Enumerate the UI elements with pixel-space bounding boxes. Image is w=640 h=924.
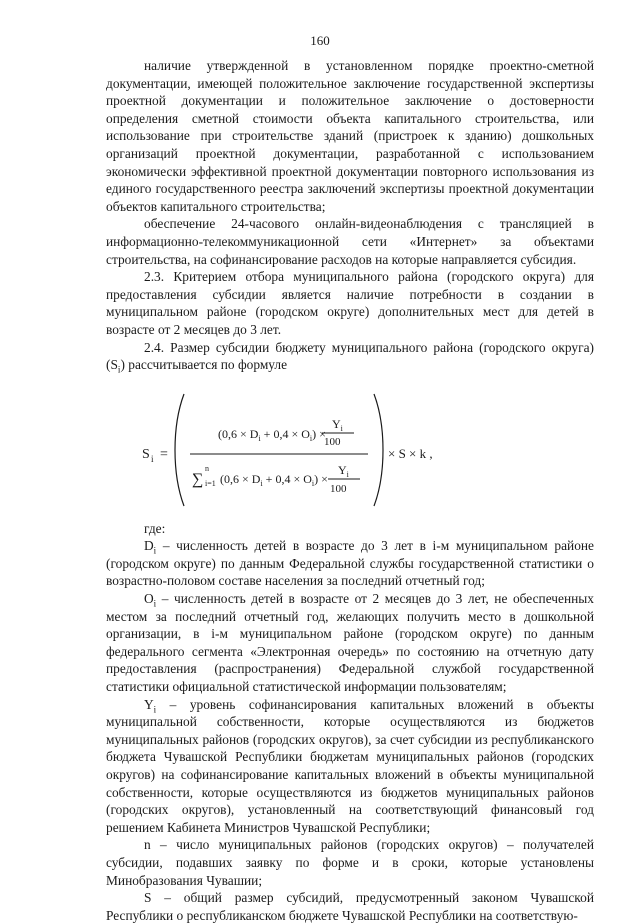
formula-denominator: $(0,6 \times D_i + 0,4 \times O_i)$ × xyxy=(220,471,328,488)
formula-left-paren xyxy=(175,394,184,506)
paragraph-video-surveillance: обеспечение 24-часового онлайн-видеонаблюдения с трансляцией в информационно-телекоммуникационной сети «Интернет» за объектами строительства, на софинансирование расходов на которые направляется субсидия. xyxy=(106,216,594,267)
paragraph-selection-criterion: 2.3. Критерием отбора муниципального района (городского округа) для предоставления субсидии является наличие потребности в создании в муниципальном районе (городском округе) дополнительных мест для детей в возрасте от 2 месяцев до 3 лет. xyxy=(106,269,594,337)
formula-sum-sign: ∑ xyxy=(192,470,204,488)
page-number: 160 xyxy=(310,33,330,48)
definition-s: S – общий размер субсидий, предусмотренный законом Чувашской Республики о республиканском бюджете Чувашской Республики на соответствую- xyxy=(106,890,594,923)
formula-tail: × S × k , xyxy=(388,445,433,461)
formula-lhs-sub: i xyxy=(151,453,154,464)
definition-y: $Y_i$ – уровень софинансирования капитальных вложений в объекты муниципальной собственности, которые осуществляются из бюджетов муниципальных районов (городских округов), за счет субсидии из республиканского бюджета Чувашской Республики бюджетам муниципальных районов (городских округов) на софинансирование капитальных вложений в объекты муниципальной собственности, которые осуществляются из бюджетов муниципальных районов (городских округов), установленный на соответствующий финансовый год решением Кабинета Министров Чувашской Республики; xyxy=(106,696,594,835)
formula-block xyxy=(106,386,594,514)
definition-o: $O_i$ – численность детей в возрасте от 2 месяцев до 3 лет, не обеспеченных местом за последний отчетный год, желающих получить место в дошкольной организации, в i-м муниципальном районе (городском округе) по данным федерального сегмента «Электронная очередь» по состоянию на отчетную дату предоставления (распространения) Федеральной службой государственной статистики официальной статистической информации пользователям; xyxy=(106,591,594,695)
where-label: где: xyxy=(144,520,166,536)
formula-num-y: $Y_i$ xyxy=(332,416,343,433)
paragraph-design-documentation: наличие утвержденной в установленном порядке проектно-сметной документации, имеющей положительное заключение государственной экспертизы проектной документации и положительное заключение о достоверности определения сметной стоимости объекта капитального строительства, или использование при строительстве зданий (пристроек к зданию) дошкольных организаций проектной документации, разработанной с использованием экономически эффективной проектной документации повторного использования из единого государственного реестра заключений экспертизы проектной документации объектов капитального строительства; xyxy=(106,58,594,214)
formula-den-hundred: 100 xyxy=(330,482,347,495)
formula-lhs: S xyxy=(142,446,150,462)
formula-den-y: $Y_i$ xyxy=(338,462,349,479)
formula-svg xyxy=(142,386,482,514)
formula-num-hundred: 100 xyxy=(324,435,341,448)
formula-numerator: $(0,6 \times D_i + 0,4 \times O_i)$ × xyxy=(218,426,326,443)
formula-right-paren xyxy=(374,394,383,506)
paragraph-subsidy-size: 2.4. Размер субсидии бюджету муниципального района (городского округа) $(S_i)$ рассчитывается по формуле xyxy=(106,339,594,375)
document-body xyxy=(106,57,594,924)
definition-d: $D_i$ – численность детей в возрасте до 3 лет в i-м муниципальном районе (городском округе) по данным Федеральной службы государственной статистики о возрастно-половом составе населения за последний отчетный год; xyxy=(106,538,594,589)
subsidy-formula xyxy=(142,386,482,514)
definition-n: n – число муниципальных районов (городских округов) – получателей субсидии, подавших заявку по форме и в сроки, которые установлены Минобразования Чувашии; xyxy=(106,837,594,888)
formula-sum-upper: n xyxy=(205,463,209,473)
formula-sum-lower: i=1 xyxy=(205,478,216,488)
formula-equals: = xyxy=(160,446,168,462)
